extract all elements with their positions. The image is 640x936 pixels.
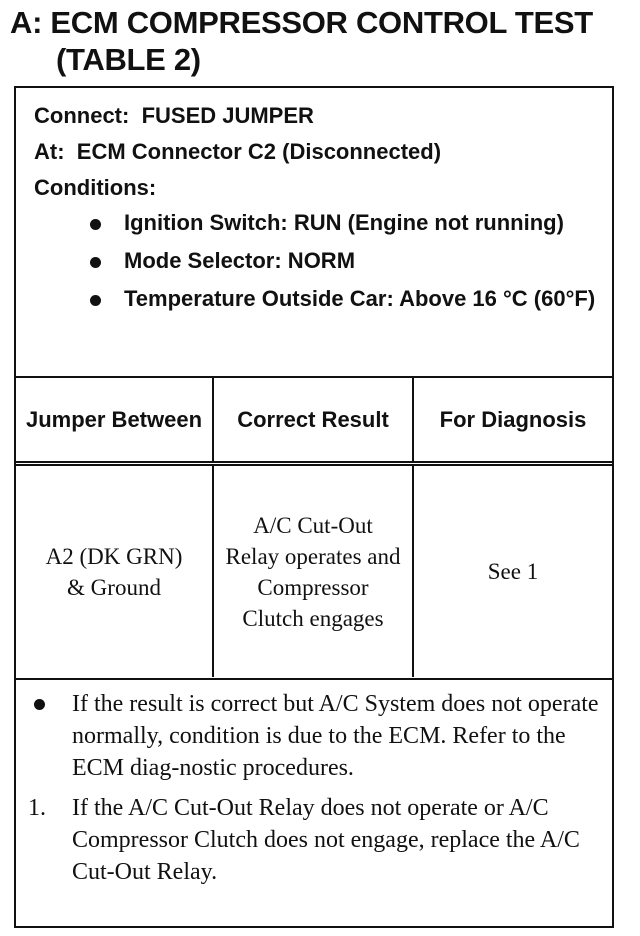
bullet-icon (90, 219, 101, 230)
header-for-diagnosis: For Diagnosis (439, 406, 587, 432)
cell-diagnosis: See 1 (487, 559, 539, 584)
condition-item (34, 248, 612, 274)
condition-text: Ignition Switch: RUN (Engine not running) (124, 210, 564, 235)
note-number: 1. (28, 795, 46, 821)
conditions-label: Conditions: (34, 175, 157, 200)
at-row (34, 134, 612, 170)
cell-jumper: A2 (DK GRN) & Ground (16, 466, 214, 677)
table-row (16, 466, 612, 677)
bullet-icon (90, 257, 101, 268)
bullet-note-text: If the result is correct but A/C System does not operate normally, condition is due to the ECM. Refer to the ECM diag-nostic procedures. (72, 691, 599, 781)
table-header (16, 378, 612, 466)
connection-box (14, 86, 614, 378)
bullet-icon (34, 699, 45, 710)
header-correct-result: Correct Result (214, 378, 414, 461)
title-line-1: A: ECM COMPRESSOR CONTROL TEST (10, 5, 593, 40)
header-jumper-between: Jumper Between (16, 378, 214, 461)
condition-item (34, 286, 612, 312)
connect-value: FUSED JUMPER (141, 103, 314, 128)
at-label: At: (34, 139, 65, 164)
connect-row (34, 98, 612, 134)
conditions-list (34, 210, 612, 312)
title-line-2: (TABLE 2) (56, 42, 201, 77)
numbered-note-text: If the A/C Cut-Out Relay does not operate or A/C Compressor Clutch does not engage, replace the A/C Cut-Out Relay. (72, 795, 580, 885)
test-table (14, 376, 614, 680)
notes-box (14, 678, 614, 928)
at-value: ECM Connector C2 (Disconnected) (76, 139, 442, 164)
numbered-note (26, 792, 602, 888)
condition-item (34, 210, 612, 236)
condition-text: Temperature Outside Car: Above 16 °C (60°F) (124, 286, 596, 311)
cell-result: A/C Cut-Out Relay operates and Compressor Clutch engages (214, 466, 414, 677)
bullet-icon (90, 295, 101, 306)
page-title (10, 4, 636, 78)
bullet-note (26, 688, 602, 784)
condition-text: Mode Selector: NORM (124, 248, 356, 273)
connect-label: Connect: (34, 103, 130, 128)
